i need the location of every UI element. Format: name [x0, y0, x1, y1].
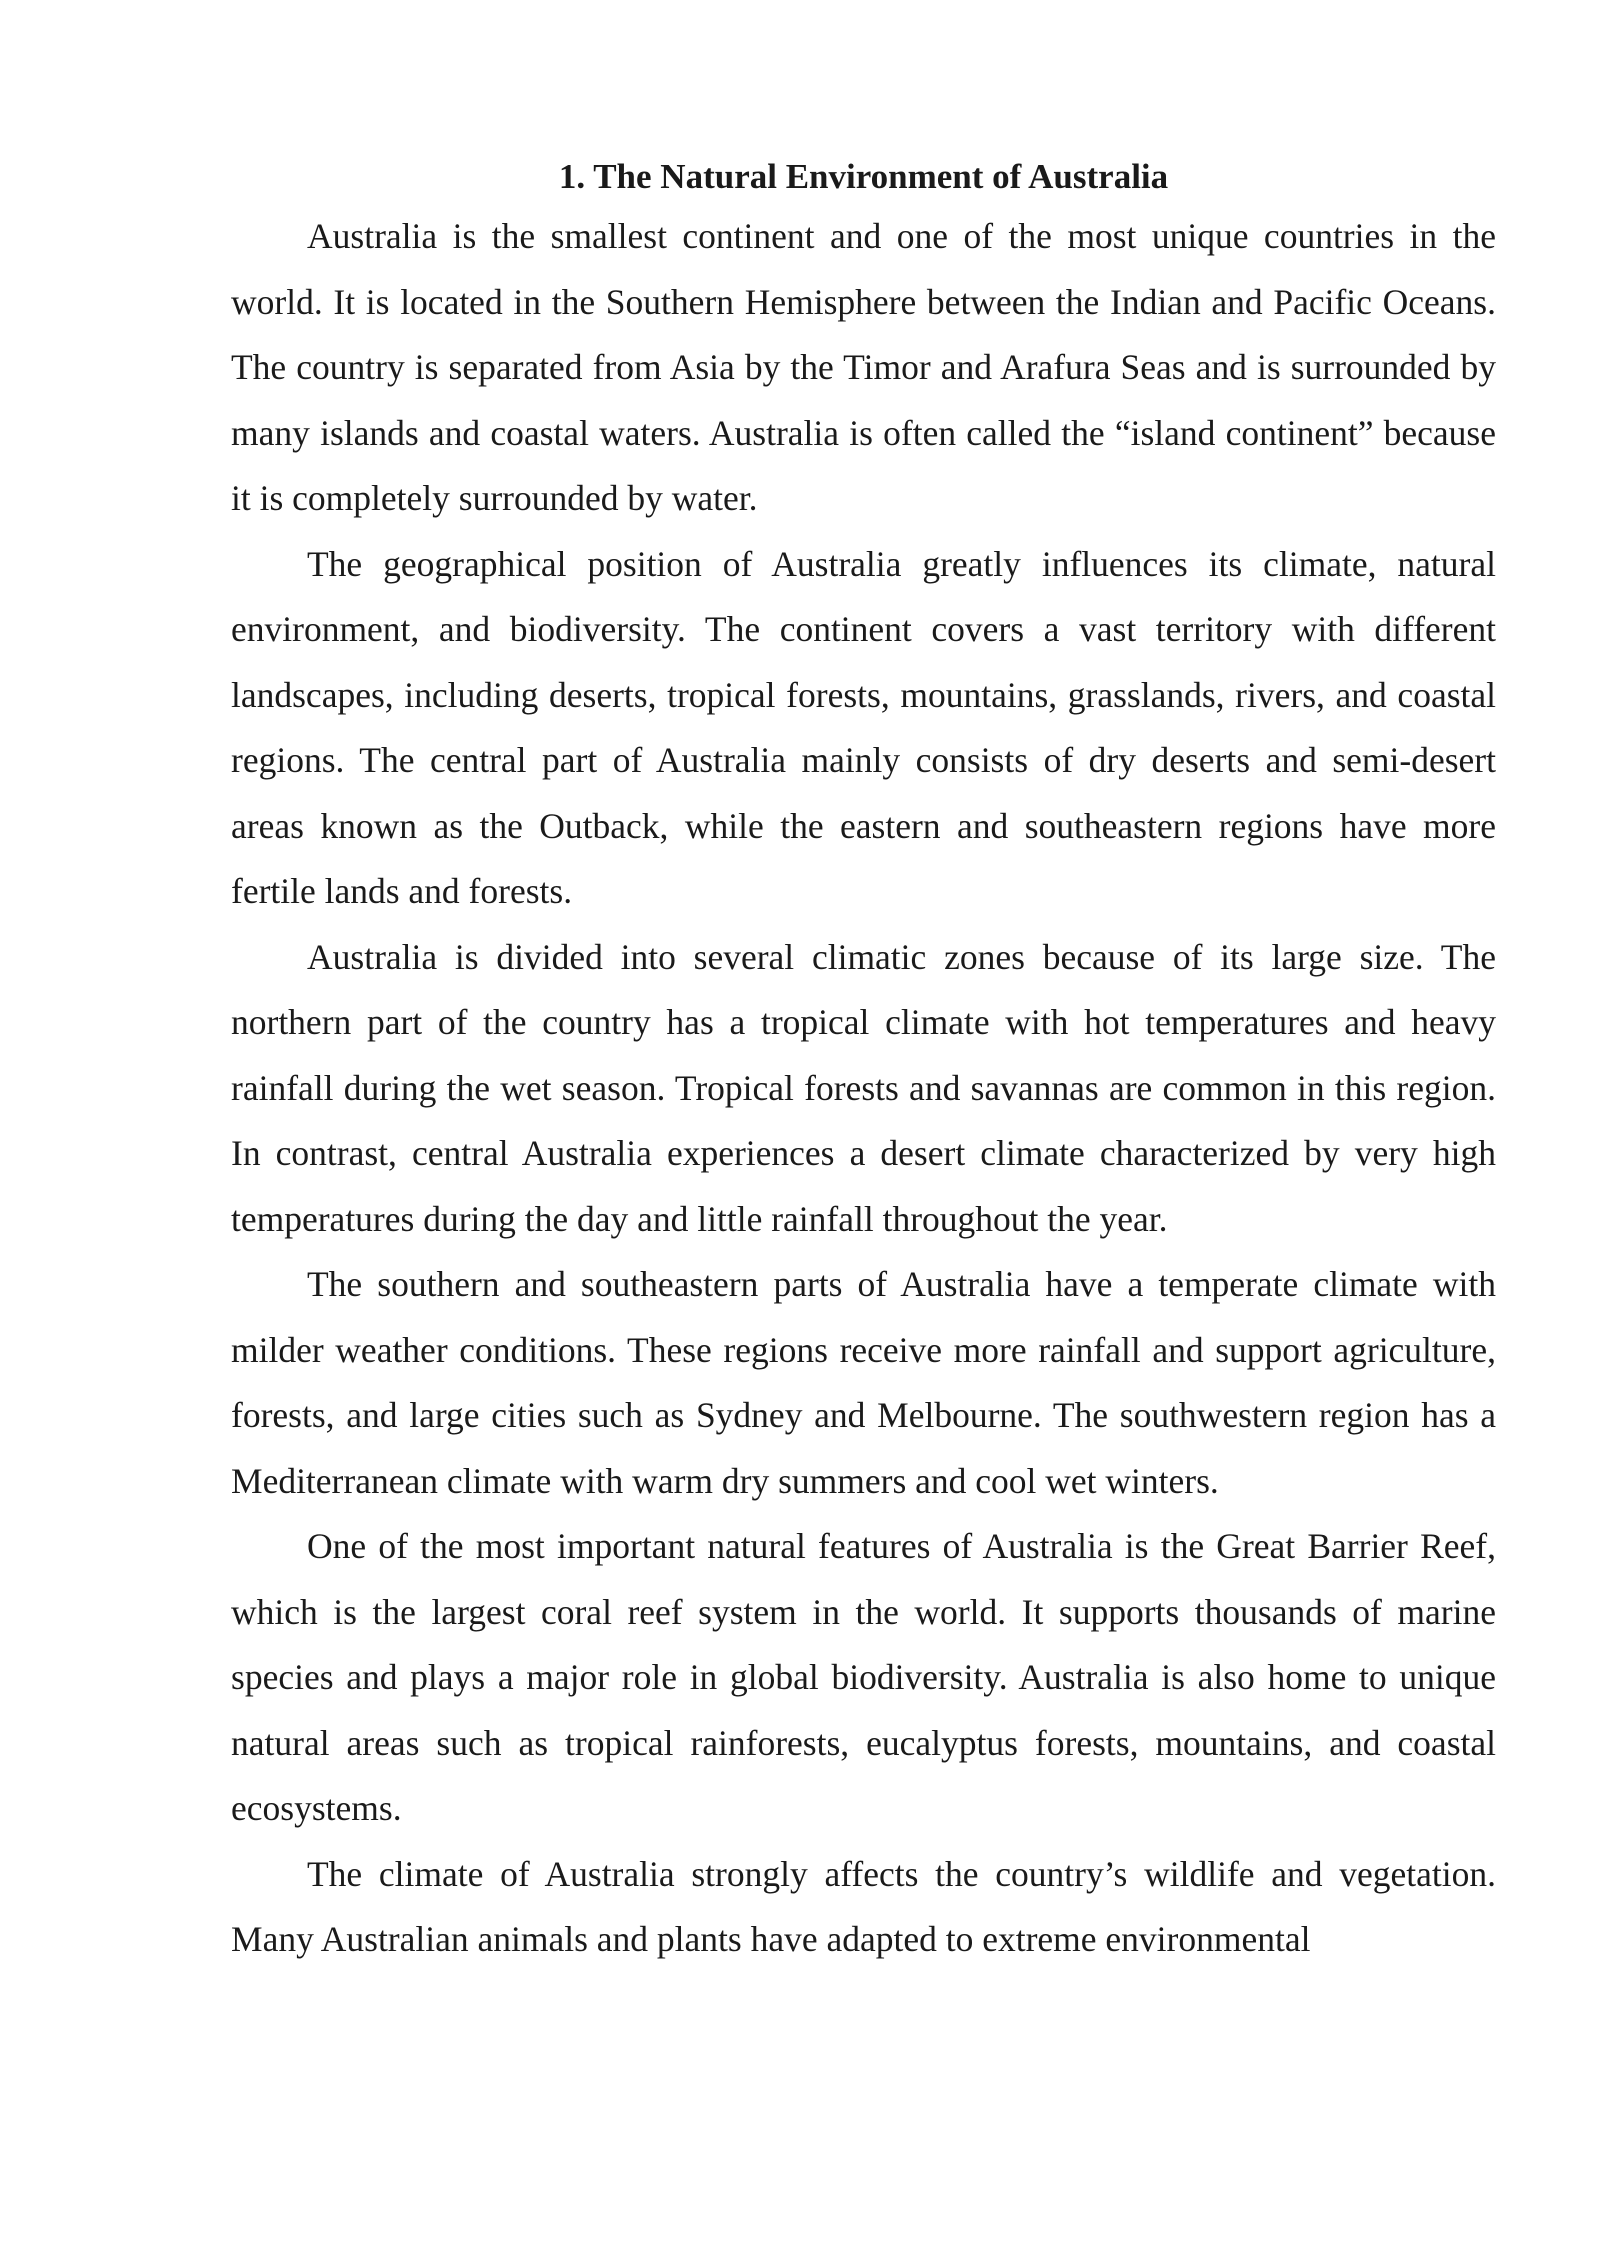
paragraph-1: Australia is the smallest continent and one of the most unique countries in the world. It is located in the Southern Hemisphere between the Indian and Pacific Oceans. The country is separated from Asia by the Timor and Arafura Seas and is surrounded by many islands and coastal waters. Australia is often called the “island continent” because it is completely surrounded by water. — [231, 216, 1496, 518]
paragraph-2: The geographical position of Australia greatly influences its climate, natural environment, and biodiversity. The continent covers a vast territory with different landscapes, including deserts, tropical forests, mountains, grasslands, rivers, and coastal regions. The central part of Australia mainly consists of dry deserts and semi-desert areas known as the Outback, while the eastern and southeastern regions have more fertile lands and forests. — [231, 543, 1496, 911]
paragraph-6: The climate of Australia strongly affects the country’s wildlife and vegetation. Many Australian animals and plants have adapted to extreme environmental — [231, 1853, 1496, 1959]
document-body — [231, 150, 1496, 1973]
section-heading: 1. The Natural Environment of Australia — [558, 157, 1169, 196]
paragraph-4: The southern and southeastern parts of Australia have a temperate climate with milder weather conditions. These regions receive more rainfall and support agriculture, forests, and large cities such as Sydney and Melbourne. The southwestern region has a Mediterranean climate with warm dry summers and cool wet winters. — [231, 1264, 1496, 1501]
paragraph-3: Australia is divided into several climatic zones because of its large size. The northern part of the country has a tropical climate with hot temperatures and heavy rainfall during the wet season. Tropical forests and savannas are common in this region. In contrast, central Australia experiences a desert climate characterized by very high temperatures during the day and little rainfall throughout the year. — [231, 936, 1496, 1239]
paragraph-5: One of the most important natural features of Australia is the Great Barrier Reef, which is the largest coral reef system in the world. It supports thousands of marine species and plays a major role in global biodiversity. Australia is also home to unique natural areas such as tropical rainforests, eucalyptus forests, mountains, and coastal ecosystems. — [231, 1526, 1496, 1828]
